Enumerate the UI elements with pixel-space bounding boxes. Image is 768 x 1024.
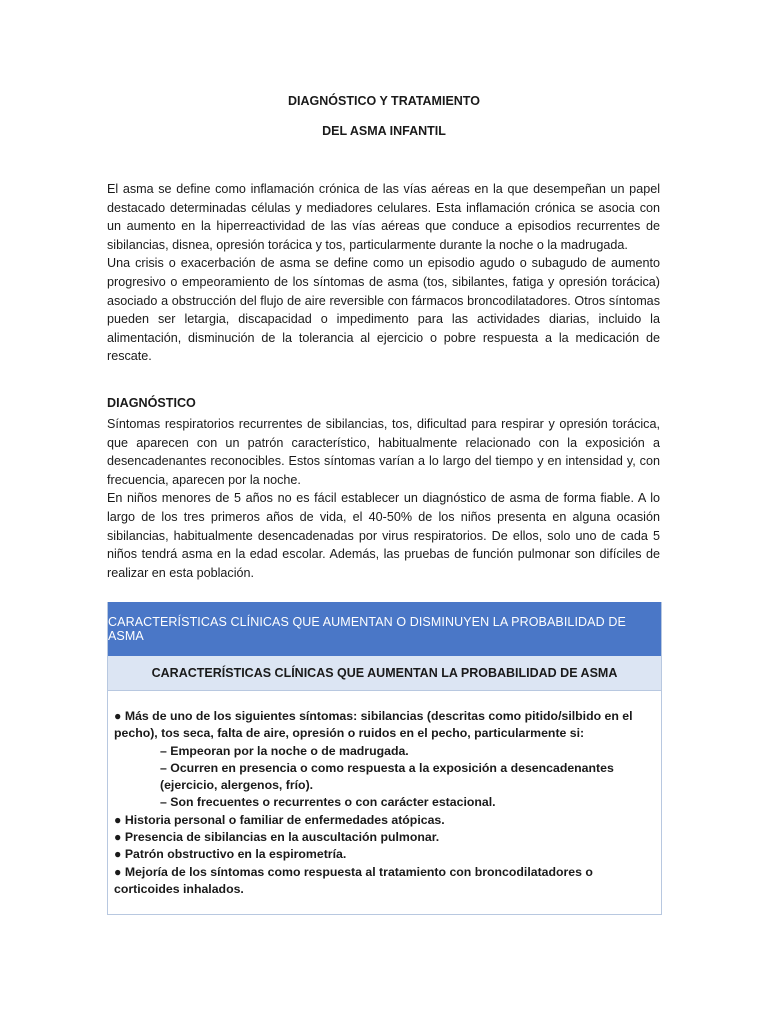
diagnosis-paragraph: En niños menores de 5 años no es fácil establecer un diagnóstico de asma de forma fiable. A lo largo de los tres primeros años de vida, el 40-50% de los niños presenta en alguna ocasión sibilancias, habitualmente desencadenadas por virus respiratorios. De ellos, solo uno de cada 5 niños tendrá asma en la edad escolar. Además, las pruebas de función pulmonar son difíciles de realizar en esta población.	[107, 491, 660, 580]
table-item: ● Presencia de sibilancias en la auscultación pulmonar.	[114, 830, 440, 845]
diagnosis-heading: DIAGNÓSTICO	[107, 396, 196, 410]
clinical-features-table	[107, 602, 662, 915]
table-subheader: CARACTERÍSTICAS CLÍNICAS QUE AUMENTAN LA PROBABILIDAD DE ASMA	[108, 656, 661, 691]
table-item: ● Historia personal o familiar de enfermedades atópicas.	[114, 812, 445, 827]
diagnosis-paragraph: Síntomas respiratorios recurrentes de sibilancias, tos, dificultad para respirar y opresión torácica, que aparecen con un patrón característico, habitualmente relacionado con la exposición a desencadenantes reconocibles. Estos síntomas varían a lo largo del tiempo y en intensidad y, con frecuencia, aparecen por la noche.	[107, 417, 660, 487]
table-subitem: – Ocurren en presencia o como respuesta a la exposición a desencadenantes (ejercicio, alergenos, frío).	[160, 760, 614, 793]
document-title-line1: DIAGNÓSTICO Y TRATAMIENTO	[288, 94, 480, 108]
table-item: ● Mejoría de los síntomas como respuesta al tratamiento con broncodilatadores o corticoides inhalados.	[114, 864, 593, 896]
table-item: ● Patrón obstructivo en la espirometría.	[114, 847, 347, 862]
intro-section	[107, 180, 660, 366]
table-subitem: – Son frecuentes o recurrentes o con carácter estacional.	[160, 795, 496, 810]
intro-paragraph: El asma se define como inflamación crónica de las vías aéreas en la que desempeñan un papel destacado determinadas células y mediadores celulares. Esta inflamación crónica se asocia con un aumento en la hiperreactividad de las vías aéreas que conduce a episodios recurrentes de sibilancias, disnea, opresión torácica y tos, particularmente durante la noche o la madrugada.	[107, 182, 660, 252]
table-subitem: – Empeoran por la noche o de madrugada.	[160, 743, 409, 758]
diagnosis-section	[107, 415, 660, 582]
table-header: CARACTERÍSTICAS CLÍNICAS QUE AUMENTAN O DISMINUYEN LA PROBABILIDAD DE ASMA	[108, 602, 661, 656]
intro-paragraph: Una crisis o exacerbación de asma se define como un episodio agudo o subagudo de aumento progresivo o empeoramiento de los síntomas de asma (tos, sibilantes, fatiga y opresión torácica) asociado a obstrucción del flujo de aire reversible con fármacos broncodilatadores. Otros síntomas pueden ser letargia, discapacidad o impedimento para las actividades diarias, incluido la alimentación, disminución de la tolerancia al ejercicio o pobre respuesta a la medicación de rescate.	[107, 256, 660, 364]
table-item: ● Más de uno de los siguientes síntomas: sibilancias (descritas como pitido/silbido en el pecho), tos seca, falta de aire, opresión o ruidos en el pecho, particularmente si:	[114, 709, 633, 741]
document-title-line2: DEL ASMA INFANTIL	[322, 124, 446, 138]
table-body	[108, 691, 661, 914]
